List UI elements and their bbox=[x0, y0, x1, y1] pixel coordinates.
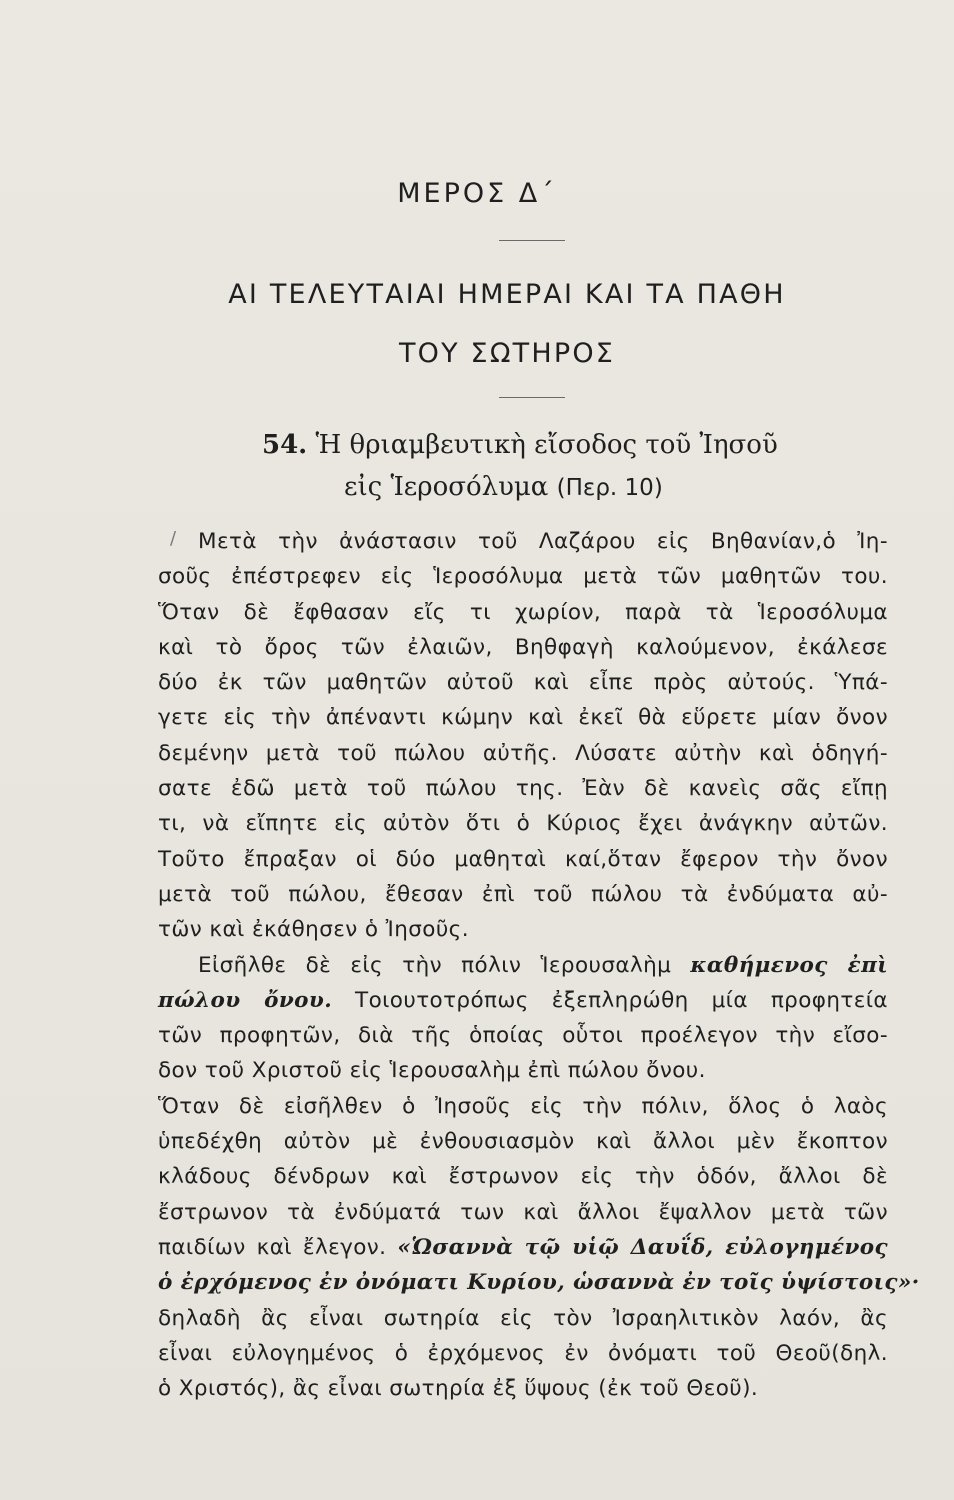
divider-rule-bottom bbox=[499, 397, 565, 398]
text-line: σατε ἐδῶ μετὰ τοῦ πώλου της. Ἐὰν δὲ κανεὶς σᾶς εἴπῃ bbox=[158, 776, 888, 802]
section-title-line-2: εἰς Ἱεροσόλυμα bbox=[344, 472, 549, 502]
text-line: Μετὰ τὴν ἀνάστασιν τοῦ Λαζάρου εἰς Βηθανίαν,ὁ Ἰη- bbox=[198, 529, 888, 554]
text-line: δηλαδὴ ἂς εἶναι σωτηρία εἰς τὸν Ἰσραηλιτικὸν λαόν, ἂς bbox=[158, 1305, 888, 1331]
text-run: Τοιουτοτρόπως ἐξεπληρώθη μία προφητεία bbox=[355, 987, 888, 1013]
text-line: Ὅταν δὲ ἔφθασαν εἴς τι χωρίον, παρὰ τὰ Ἱεροσόλυμα bbox=[158, 599, 888, 625]
text-line-mixed bbox=[158, 1265, 920, 1300]
emphasis-run: «Ὡσαννὰ τῷ υἱῷ Δαυΐδ, εὐλογημένος bbox=[397, 1234, 888, 1260]
text-line: ὑπεδέχθη αὐτὸν μὲ ἐνθουσιασμὸν καὶ ἄλλοι μὲν ἔκοπτον bbox=[158, 1129, 888, 1155]
text-line: γετε εἰς τὴν ἀπέναντι κώμην καὶ ἐκεῖ θὰ εὕρετε μίαν ὄνον bbox=[158, 705, 888, 731]
part-title: ΜΕΡΟΣ Δ΄ bbox=[397, 178, 557, 209]
text-line-mixed bbox=[158, 1230, 888, 1265]
text-line: δεμένην μετὰ τοῦ πώλου αὐτῆς. Λύσατε αὐτὴν καὶ ὁδηγή- bbox=[158, 740, 888, 766]
text-line: εἶναι εὐλογημένος ὁ ἐρχόμενος ἐν ὀνόματι τοῦ Θεοῦ(δηλ. bbox=[158, 1340, 888, 1366]
chapter-title-line-1: ΑΙ ΤΕΛΕΥΤΑΙΑΙ ΗΜΕΡΑΙ ΚΑΙ ΤΑ ΠΑΘΗ bbox=[228, 279, 786, 310]
text-line: μετὰ τοῦ πώλου, ἔθεσαν ἐπὶ τοῦ πώλου τὰ ἐνδύματα αὐ- bbox=[158, 881, 888, 907]
text-line-mixed bbox=[158, 948, 888, 983]
emphasis-run: πώλου ὄνου. bbox=[158, 987, 333, 1013]
text-run: παιδίων καὶ ἔλεγον. bbox=[158, 1234, 387, 1260]
text-line: τῶν προφητῶν, διὰ τῆς ὁποίας οὗτοι προέλεγον τὴν εἴσο- bbox=[158, 1023, 888, 1049]
text-line: Ὅταν δὲ εἰσῆλθεν ὁ Ἰησοῦς εἰς τὴν πόλιν, ὅλος ὁ λαὸς bbox=[158, 1093, 888, 1119]
text-line: τι, νὰ εἴπητε εἰς αὐτὸν ὅτι ὁ Κύριος ἔχει ἀνάγκην αὐτῶν. bbox=[158, 811, 888, 837]
emphasis-run: ὁ ἐρχόμενος ἐν ὀνόματι Κυρίου, ὡσαννὰ ἐν τοῖς ὑψίστοις»· bbox=[158, 1270, 920, 1296]
text-line: δον τοῦ Χριστοῦ εἰς Ἱερουσαλὴμ ἐπὶ πώλου ὄνου. bbox=[158, 1058, 706, 1084]
text-line: ὁ Χριστός), ἂς εἶναι σωτηρία ἐξ ὕψους (ἐκ τοῦ Θεοῦ). bbox=[158, 1376, 759, 1402]
text-line: τῶν καὶ ἐκάθησεν ὁ Ἰησοῦς. bbox=[158, 917, 469, 943]
text-line-mixed bbox=[158, 983, 888, 1018]
section-number: 54. bbox=[262, 430, 308, 460]
section-title-line-1: Ἡ θριαμβευτικὴ εἴσοδος τοῦ Ἰησοῦ bbox=[315, 430, 778, 460]
section-reference: (Περ. 10) bbox=[556, 475, 663, 501]
text-line: Τοῦτο ἔπραξαν οἱ δύο μαθηταὶ καί,ὅταν ἔφερον τὴν ὄνον bbox=[158, 846, 888, 872]
text-line: κλάδους δένδρων καὶ ἔστρωνον εἰς τὴν ὁδόν, ἄλλοι δὲ bbox=[158, 1164, 888, 1190]
text-line: σοῦς ἐπέστρεφεν εἰς Ἱεροσόλυμα μετὰ τῶν μαθητῶν του. bbox=[158, 564, 888, 590]
section-heading bbox=[262, 424, 862, 509]
body-text bbox=[158, 524, 920, 1406]
margin-mark: / bbox=[170, 528, 177, 549]
text-line: καὶ τὸ ὄρος τῶν ἐλαιῶν, Βηθφαγὴ καλούμενον, ἐκάλεσε bbox=[158, 634, 888, 660]
text-run: Εἰσῆλθε δὲ εἰς τὴν πόλιν Ἱερουσαλὴμ bbox=[198, 952, 672, 978]
text-line: ἔστρωνον τὰ ἐνδύματά των καὶ ἄλλοι ἔψαλλον μετὰ τῶν bbox=[158, 1199, 888, 1225]
chapter-title-line-2: ΤΟΥ ΣΩΤΗΡΟΣ bbox=[398, 338, 616, 369]
text-line: δύο ἐκ τῶν μαθητῶν αὐτοῦ καὶ εἶπε πρὸς αὐτούς. Ὑπά- bbox=[158, 670, 888, 696]
emphasis-run: καθήμενος ἐπὶ bbox=[690, 952, 889, 978]
divider-rule-top bbox=[499, 240, 565, 241]
